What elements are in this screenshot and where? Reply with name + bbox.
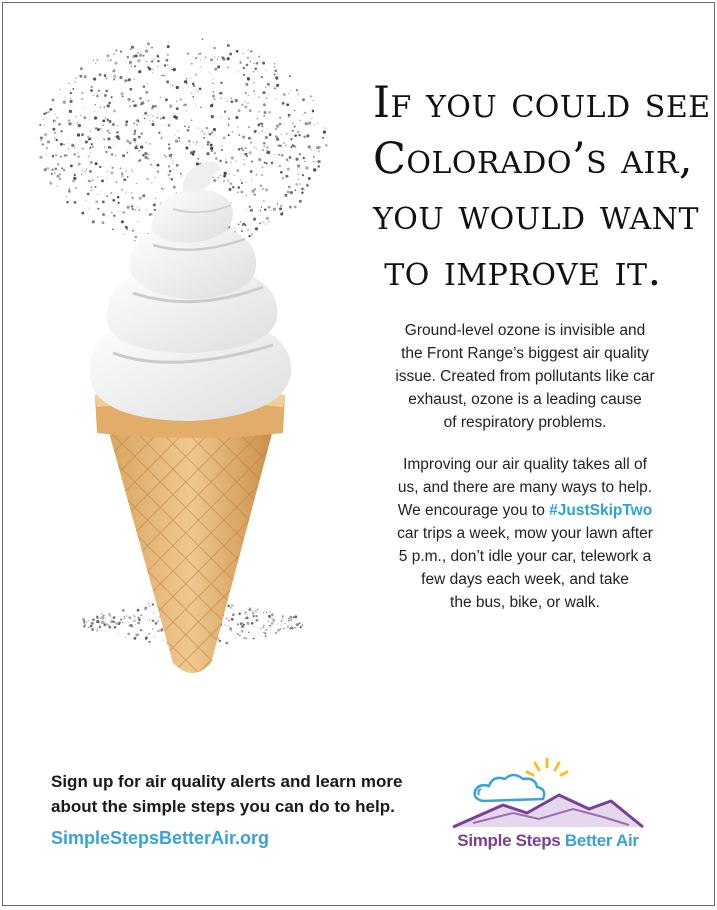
text-line: 5 p.m., don’t idle your car, telework a: [398, 548, 652, 565]
text-line: the bus, bike, or walk.: [450, 594, 600, 611]
text-line: us, and there are many ways to help.: [397, 479, 653, 496]
footer-signup-text: [51, 769, 451, 819]
headline-line: you would want: [373, 190, 699, 240]
text-line: We encourage you to: [397, 502, 550, 519]
hashtag-just-skip-two: #JustSkipTwo: [549, 502, 653, 519]
soft-serve: [90, 162, 292, 421]
logo-text-simple-steps: Simple Steps: [457, 831, 565, 850]
text-line: car trips a week, mow your lawn after: [397, 525, 653, 542]
headline: [373, 75, 711, 299]
flyer-page: [2, 2, 715, 906]
headline-line: If you could see: [373, 78, 711, 128]
paragraph-ozone: [365, 319, 685, 434]
paragraph-improve: [365, 453, 685, 614]
ice-cream-cone-illustration: [33, 23, 333, 713]
text-line: issue. Created from pollutants like car: [395, 368, 655, 385]
logo-text-better-air: Better Air: [564, 831, 639, 850]
simple-steps-better-air-logo: [443, 755, 653, 855]
footer-line: about the simple steps you can do to help.: [51, 797, 395, 816]
text-line: few days each week, and take: [421, 571, 629, 588]
headline-line: to improve it.: [384, 246, 662, 296]
footer-line: Sign up for air quality alerts and learn more: [51, 772, 403, 791]
website-link[interactable]: SimpleStepsBetterAir.org: [51, 828, 270, 848]
text-line: Ground-level ozone is invisible and: [404, 322, 646, 339]
cloud-icon: [475, 775, 544, 801]
text-line: exhaust, ozone is a leading cause: [408, 391, 642, 408]
text-line: of respiratory problems.: [443, 414, 607, 431]
sun-icon: [527, 759, 567, 775]
body-copy: [365, 319, 685, 614]
headline-line: Colorado’s air,: [373, 134, 694, 184]
text-line: Improving our air quality takes all of: [403, 456, 647, 473]
svg-text:Simple Steps Better Air: [457, 831, 639, 850]
text-line: the Front Range’s biggest air quality: [401, 345, 649, 362]
